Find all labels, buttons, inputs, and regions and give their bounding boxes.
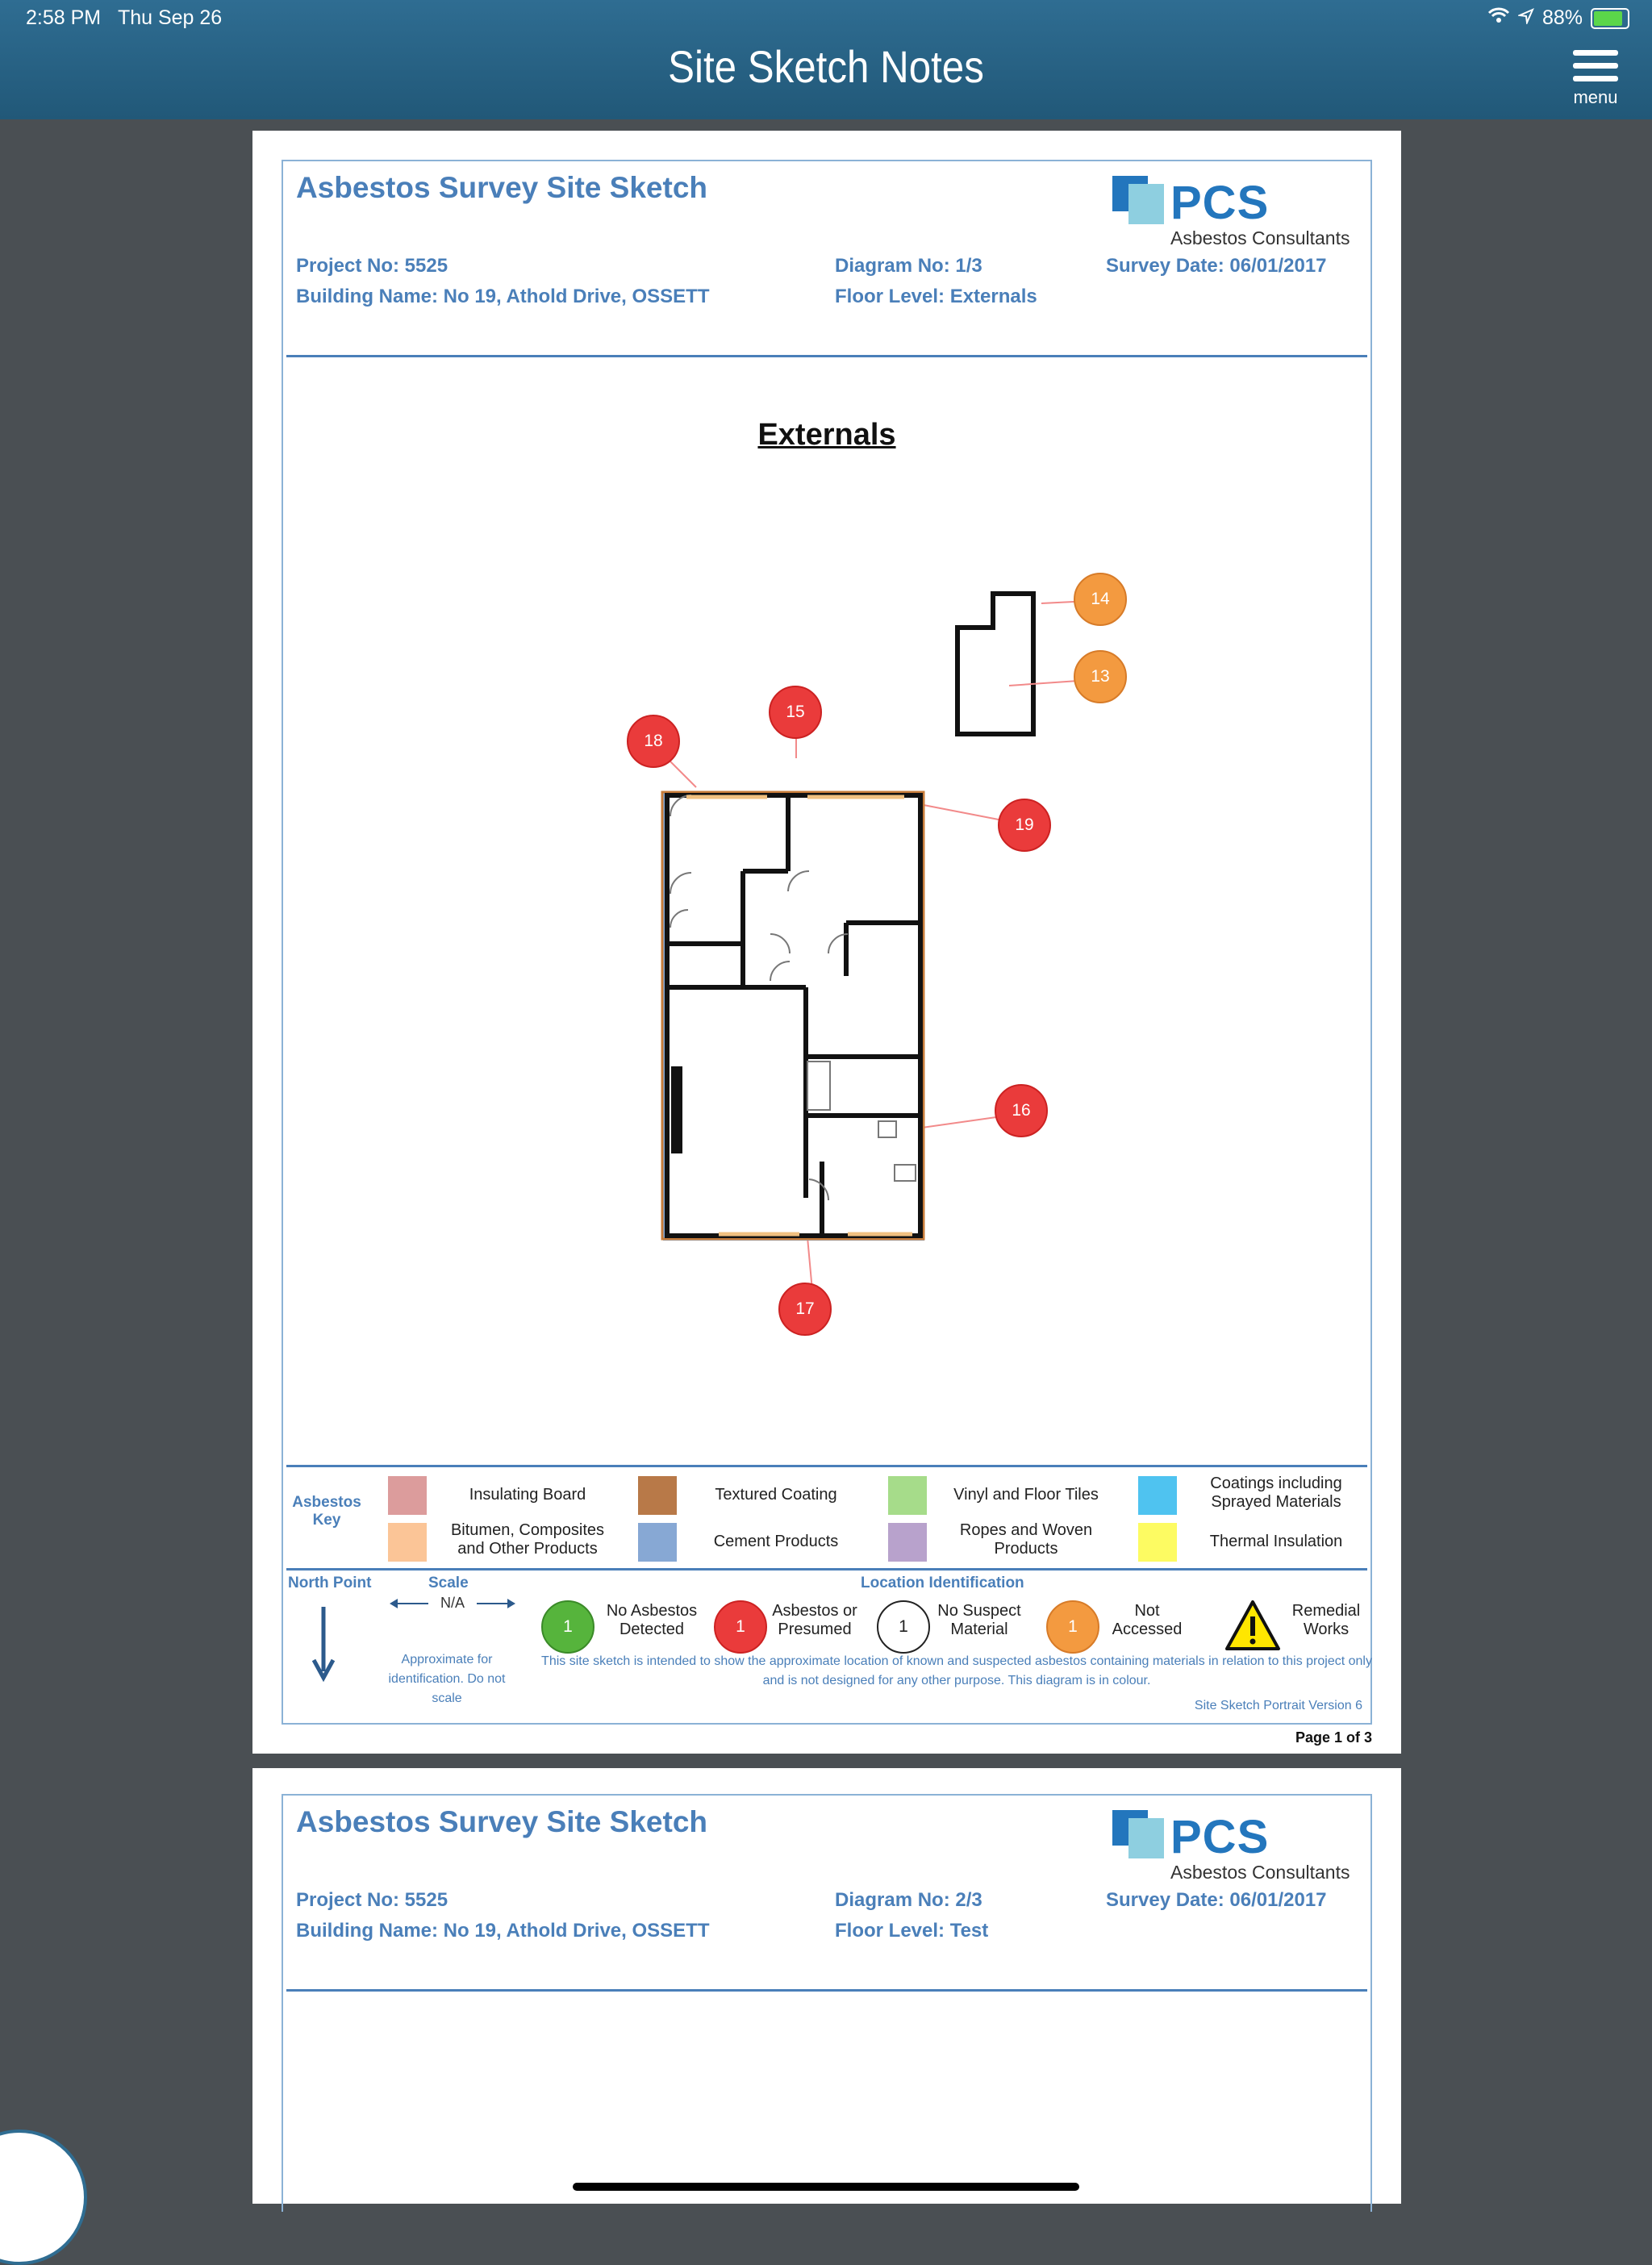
legend-circle-asbestos: 1	[714, 1600, 767, 1654]
sketch-header-title: Asbestos Survey Site Sketch	[296, 1805, 707, 1838]
swatch-bitumen	[388, 1523, 427, 1562]
status-date: Thu Sep 26	[117, 6, 223, 29]
legend-circle-no-asbestos: 1	[541, 1600, 594, 1654]
floor-level: Floor Level: Test	[835, 1920, 989, 1942]
survey-date: Survey Date: 06/01/2017	[1106, 1889, 1327, 1911]
location-marker-15[interactable]: 15	[769, 686, 822, 739]
menu-button[interactable]	[1571, 50, 1620, 108]
key-divider-bottom	[286, 1568, 1367, 1570]
key-insulating-board: Insulating Board	[469, 1486, 586, 1504]
key-thermal: Thermal Insulation	[1209, 1533, 1343, 1550]
swatch-ropes	[888, 1523, 927, 1562]
swatch-thermal	[1138, 1523, 1177, 1562]
status-time: 2:58 PM	[26, 6, 102, 29]
page-number: Page 1 of 3	[1295, 1729, 1372, 1746]
legend-circle-no-suspect: 1	[877, 1600, 930, 1654]
location-arrow-icon	[1518, 6, 1534, 30]
chimney-wall	[671, 1066, 682, 1153]
diagram-number: Diagram No: 1/3	[835, 255, 982, 277]
asbestos-key-label: Asbestos Key	[292, 1494, 361, 1529]
swatch-coatings	[1138, 1476, 1177, 1515]
battery-percent: 88%	[1541, 6, 1583, 29]
wifi-icon	[1487, 6, 1510, 30]
key-coatings: Coatings including Sprayed Materials	[1210, 1475, 1342, 1511]
location-marker-17[interactable]: 17	[778, 1283, 832, 1336]
key-ropes: Ropes and Woven Products	[959, 1521, 1093, 1558]
location-marker-18[interactable]: 18	[627, 715, 680, 768]
diagram-number: Diagram No: 2/3	[835, 1889, 982, 1911]
scale-value: N/A	[428, 1595, 477, 1612]
key-cement: Cement Products	[713, 1533, 839, 1550]
hamburger-icon-bar	[1573, 63, 1618, 69]
logo-subtitle: Asbestos Consultants	[1170, 1862, 1350, 1883]
location-marker-19[interactable]: 19	[998, 799, 1051, 852]
project-number: Project No: 5525	[296, 255, 448, 277]
home-indicator	[573, 2183, 1079, 2191]
legend-no-suspect: No Suspect Material	[937, 1602, 1021, 1638]
pcs-logo	[1112, 1807, 1354, 1881]
logo-square-light	[1128, 1818, 1164, 1858]
warning-triangle-icon	[1224, 1599, 1282, 1652]
building-name: Building Name: No 19, Athold Drive, OSSETT	[296, 1920, 710, 1942]
disclaimer-text: This site sketch is intended to show the approximate location of known and suspected asbestos containing materials in relation to this project only and is not designed for any other purpose. This diagram is in colour.	[541, 1654, 1372, 1687]
swatch-textured-coating	[638, 1476, 677, 1515]
status-bar-right	[1487, 6, 1629, 30]
version-text: Site Sketch Portrait Version 6	[1194, 1699, 1362, 1712]
survey-date: Survey Date: 06/01/2017	[1106, 255, 1327, 277]
legend-remedial: Remedial Works	[1291, 1602, 1361, 1638]
swatch-insulating-board	[388, 1476, 427, 1515]
header-divider	[286, 1989, 1367, 1992]
legend-asbestos: Asbestos or Presumed	[772, 1602, 857, 1638]
floor-level: Floor Level: Externals	[835, 286, 1037, 307]
project-number: Project No: 5525	[296, 1889, 448, 1911]
swatch-vinyl	[888, 1476, 927, 1515]
logo-brand: PCS	[1170, 177, 1270, 229]
location-marker-16[interactable]: 16	[995, 1084, 1048, 1137]
hamburger-icon-bar	[1573, 76, 1618, 81]
location-marker-13[interactable]: 13	[1074, 650, 1127, 703]
page-frame	[282, 1794, 1372, 2212]
menu-label: menu	[1573, 87, 1618, 107]
key-vinyl: Vinyl and Floor Tiles	[953, 1486, 1099, 1504]
page-title: Site Sketch Notes	[668, 41, 984, 92]
legend-not-accessed: Not Accessed	[1112, 1602, 1183, 1638]
status-bar-time	[26, 6, 222, 30]
logo-subtitle: Asbestos Consultants	[1170, 227, 1350, 248]
key-bitumen: Bitumen, Composites and Other Products	[450, 1521, 605, 1558]
building-name: Building Name: No 19, Athold Drive, OSSETT	[296, 286, 710, 307]
battery-icon	[1591, 8, 1629, 29]
key-divider-top	[286, 1465, 1367, 1467]
floating-action-button[interactable]	[0, 2129, 87, 2265]
legend-no-asbestos: No Asbestos Detected	[606, 1602, 698, 1638]
swatch-cement	[638, 1523, 677, 1562]
location-marker-14[interactable]: 14	[1074, 573, 1127, 626]
document-page-2[interactable]	[252, 1768, 1401, 2204]
legend-circle-not-accessed: 1	[1046, 1600, 1099, 1654]
north-point-label: North Point	[288, 1575, 372, 1591]
page-frame	[282, 160, 1372, 1725]
hamburger-icon	[1573, 50, 1618, 56]
key-textured-coating: Textured Coating	[715, 1486, 837, 1504]
location-id-label: Location Identification	[861, 1575, 1024, 1591]
navigation-bar	[0, 0, 1652, 119]
sketch-title: Externals	[757, 418, 896, 452]
scale-note: Approximate for identification. Do not scale	[388, 1653, 506, 1705]
north-arrow-icon	[307, 1604, 340, 1684]
document-page-1[interactable]	[252, 131, 1401, 1754]
sketch-header-title: Asbestos Survey Site Sketch	[296, 171, 707, 204]
scale-label: Scale	[428, 1575, 469, 1591]
logo-brand: PCS	[1170, 1811, 1270, 1863]
